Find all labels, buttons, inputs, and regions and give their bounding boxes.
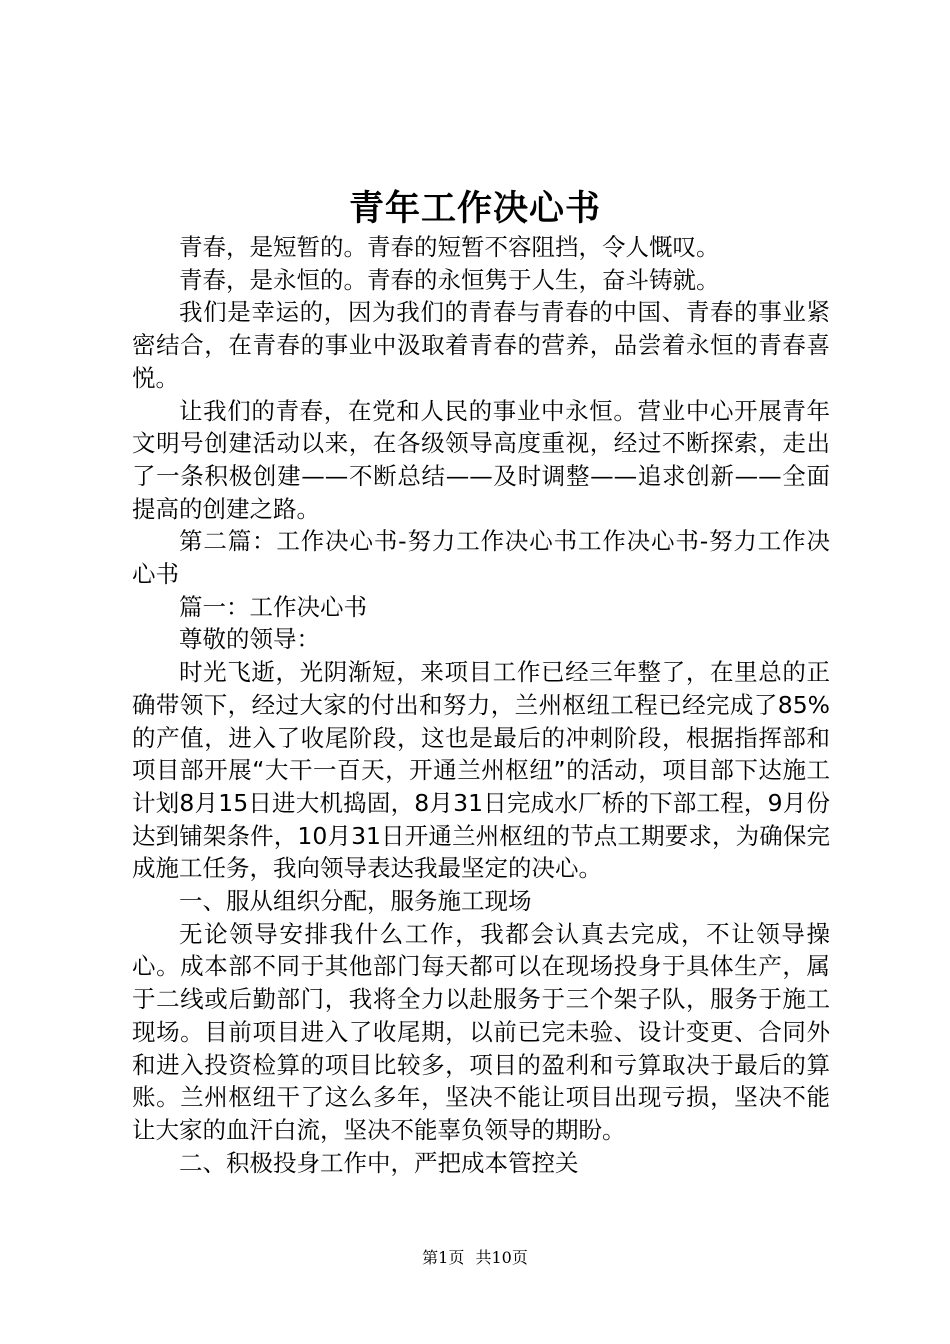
document-body (132, 231, 830, 1179)
paragraph: 青春，是短暂的。青春的短暂不容阻挡，令人慨叹。 (179, 233, 720, 261)
section-heading: 二、积极投身工作中，严把成本管控关 (179, 1148, 579, 1177)
section-heading: 一、服从组织分配，服务施工现场 (179, 887, 532, 916)
page-number: 第1页 (422, 1248, 465, 1267)
page-footer (0, 1245, 950, 1268)
paragraph: 让我们的青春，在党和人民的事业中永恒。营业中心开展青年文明号创建活动以来，在各级领导高度重视，经过不断探索，走出了一条积极创建——不断总结——及时调整——追求创新——全面提高的创建之路。 (132, 396, 830, 523)
page-total: 共10页 (475, 1248, 528, 1267)
section-heading: 篇一：工作决心书 (179, 592, 367, 621)
paragraph: 我们是幸运的，因为我们的青春与青春的中国、青春的事业紧密结合，在青春的事业中汲取着青春的营养，品尝着永恒的青春喜悦。 (132, 298, 830, 392)
paragraph: 无论领导安排我什么工作，我都会认真去完成，不让领导操心。成本部不同于其他部门每天都可以在现场投身于具体生产，属于二线或后勤部门，我将全力以赴服务于三个架子队，服务于施工现场。目前项目进入了收尾期，以前已完未验、设计变更、合同外和进入投资检算的项目比较多，项目的盈利和亏算取决于最后的算账。兰州枢纽干了这么多年，坚决不能让项目出现亏损，坚决不能让大家的血汗白流，坚决不能辜负领导的期盼。 (132, 919, 830, 1144)
document-title: 青年工作决心书 (348, 188, 601, 229)
paragraph: 第二篇：工作决心书-努力工作决心书工作决心书-努力工作决心书 (132, 527, 830, 589)
salutation: 尊敬的领导： (179, 625, 320, 654)
paragraph: 时光飞逝，光阴渐短，来项目工作已经三年整了，在里总的正确带领下，经过大家的付出和努力，兰州枢纽工程已经完成了85%的产值，进入了收尾阶段，这也是最后的冲刺阶段，根据指挥部和项目部开展“大干一百天，开通兰州枢纽”的活动，项目部下达施工计划8月15日进大机捣固，8月31日完成水厂桥的下部工程，9月份达到铺架条件，10月31日开通兰州枢纽的节点工期要求，为确保完成施工任务，我向领导表达我最坚定的决心。 (132, 658, 830, 883)
paragraph: 青春，是永恒的。青春的永恒隽于人生，奋斗铸就。 (179, 265, 720, 294)
